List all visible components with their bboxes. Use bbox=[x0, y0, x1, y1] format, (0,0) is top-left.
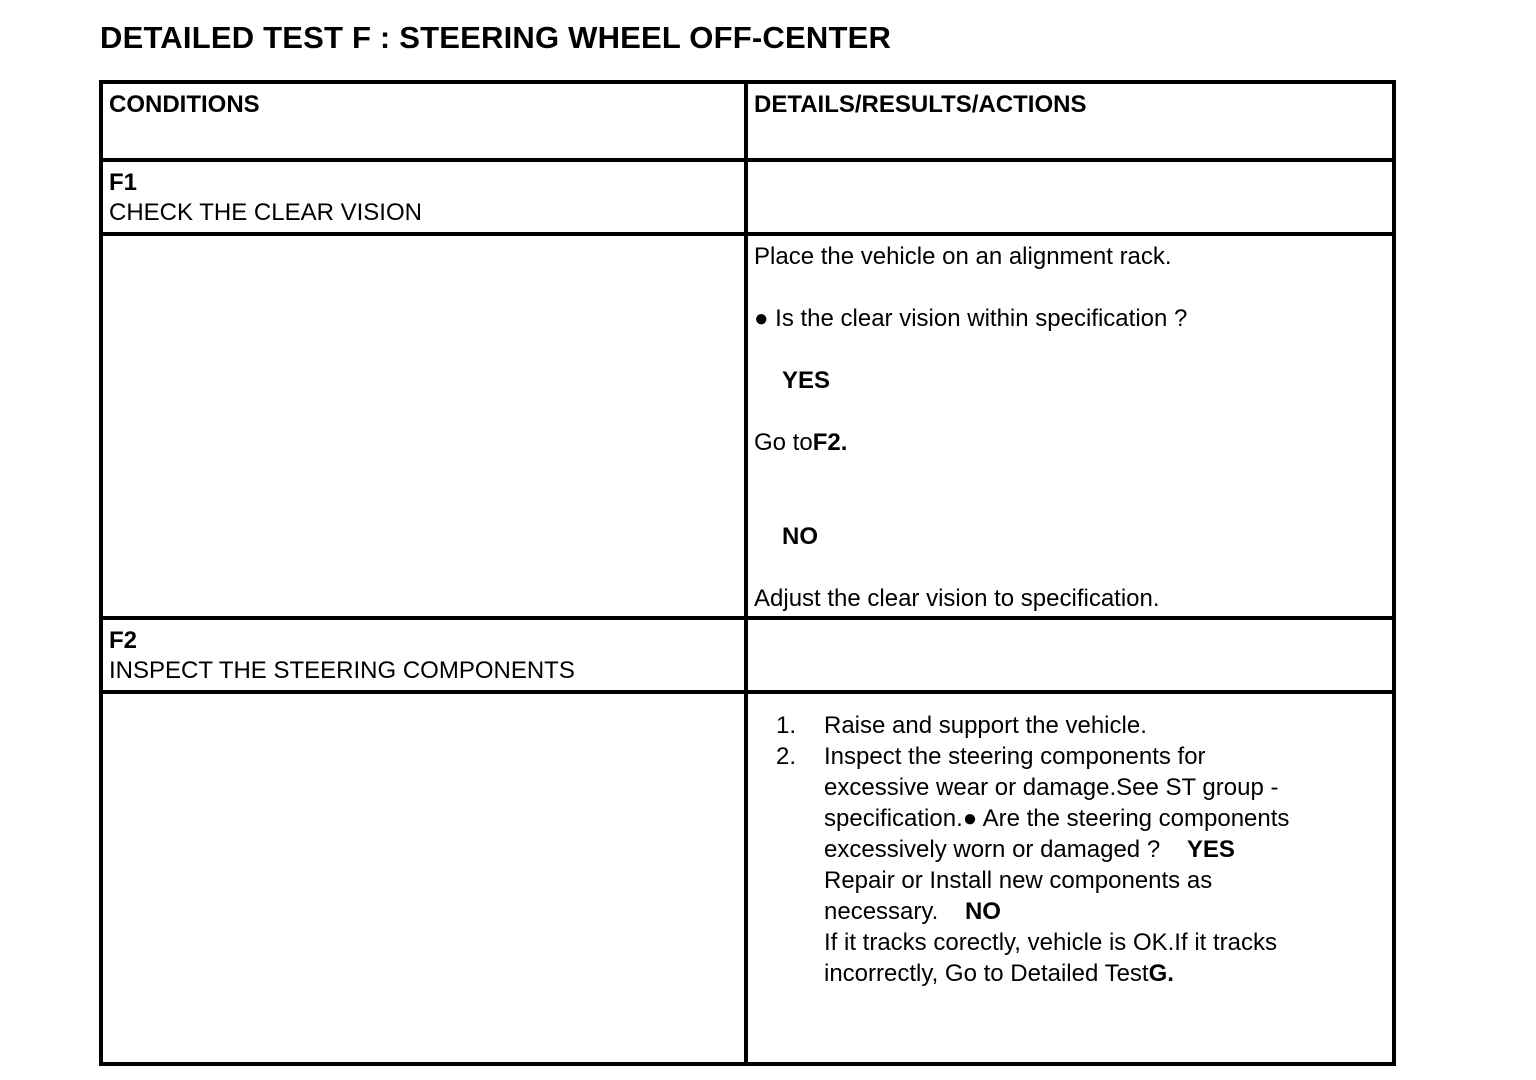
f1-step-title: CHECK THE CLEAR VISION bbox=[109, 199, 422, 226]
f1-yes-action-target: F2. bbox=[812, 429, 848, 456]
f1-details-row bbox=[101, 234, 1394, 618]
details-header-cell bbox=[746, 82, 1394, 160]
f1-title-details-cell bbox=[746, 160, 1394, 234]
f1-yes-action-prefix: Go to bbox=[754, 429, 813, 456]
f2-step2-text: Inspect the steering components for excessive wear or damage.See ST group - specification.● Are the steering components excessively worn or damaged ? bbox=[824, 743, 1290, 863]
f2-step-title: INSPECT THE STEERING COMPONENTS bbox=[109, 657, 575, 684]
f2-yes-label: YES bbox=[1186, 836, 1235, 863]
f2-steps-list bbox=[754, 710, 1386, 989]
details-header: DETAILS/RESULTS/ACTIONS bbox=[754, 91, 1087, 118]
f1-details-condition-cell bbox=[101, 234, 746, 618]
f2-step1-text: Raise and support the vehicle. bbox=[824, 712, 1147, 739]
f1-title-row bbox=[101, 160, 1394, 234]
f2-step-id: F2 bbox=[109, 627, 138, 654]
diagnostic-table bbox=[99, 80, 1396, 1066]
f1-yes-action bbox=[754, 428, 1386, 458]
f1-step-id: F1 bbox=[109, 169, 138, 196]
f1-condition-cell bbox=[101, 160, 746, 234]
page-title: DETAILED TEST F : STEERING WHEEL OFF-CENTER bbox=[100, 20, 892, 55]
f1-no-action: Adjust the clear vision to specification. bbox=[754, 585, 1160, 612]
f2-title-details-cell bbox=[746, 618, 1394, 692]
f2-details-condition-cell bbox=[101, 692, 746, 1064]
conditions-header-cell bbox=[101, 82, 746, 160]
f2-step-item bbox=[776, 710, 1386, 741]
f2-details-cell bbox=[746, 692, 1394, 1064]
f2-no-action-target: G. bbox=[1148, 960, 1174, 987]
f2-details-row bbox=[101, 692, 1394, 1064]
f2-step1-number: 1. bbox=[776, 712, 797, 739]
f2-condition-cell bbox=[101, 618, 746, 692]
f2-no-action-prefix: If it tracks corectly, vehicle is OK.If it tracks incorrectly, Go to Detailed Test bbox=[824, 929, 1277, 987]
f1-details-cell bbox=[746, 234, 1394, 618]
f2-no-label: NO bbox=[964, 898, 1001, 925]
header-row bbox=[101, 82, 1394, 160]
f1-yes-label: YES bbox=[782, 367, 831, 394]
f2-step2-number: 2. bbox=[776, 743, 797, 770]
f2-yes-action: Repair or Install new components as necessary. bbox=[824, 867, 1213, 925]
f2-step-item bbox=[776, 741, 1386, 989]
f1-intro-text: Place the vehicle on an alignment rack. bbox=[754, 243, 1172, 270]
f1-question: ● Is the clear vision within specification ? bbox=[754, 305, 1188, 332]
conditions-header: CONDITIONS bbox=[109, 91, 260, 118]
f2-title-row bbox=[101, 618, 1394, 692]
f1-no-label: NO bbox=[782, 523, 818, 550]
